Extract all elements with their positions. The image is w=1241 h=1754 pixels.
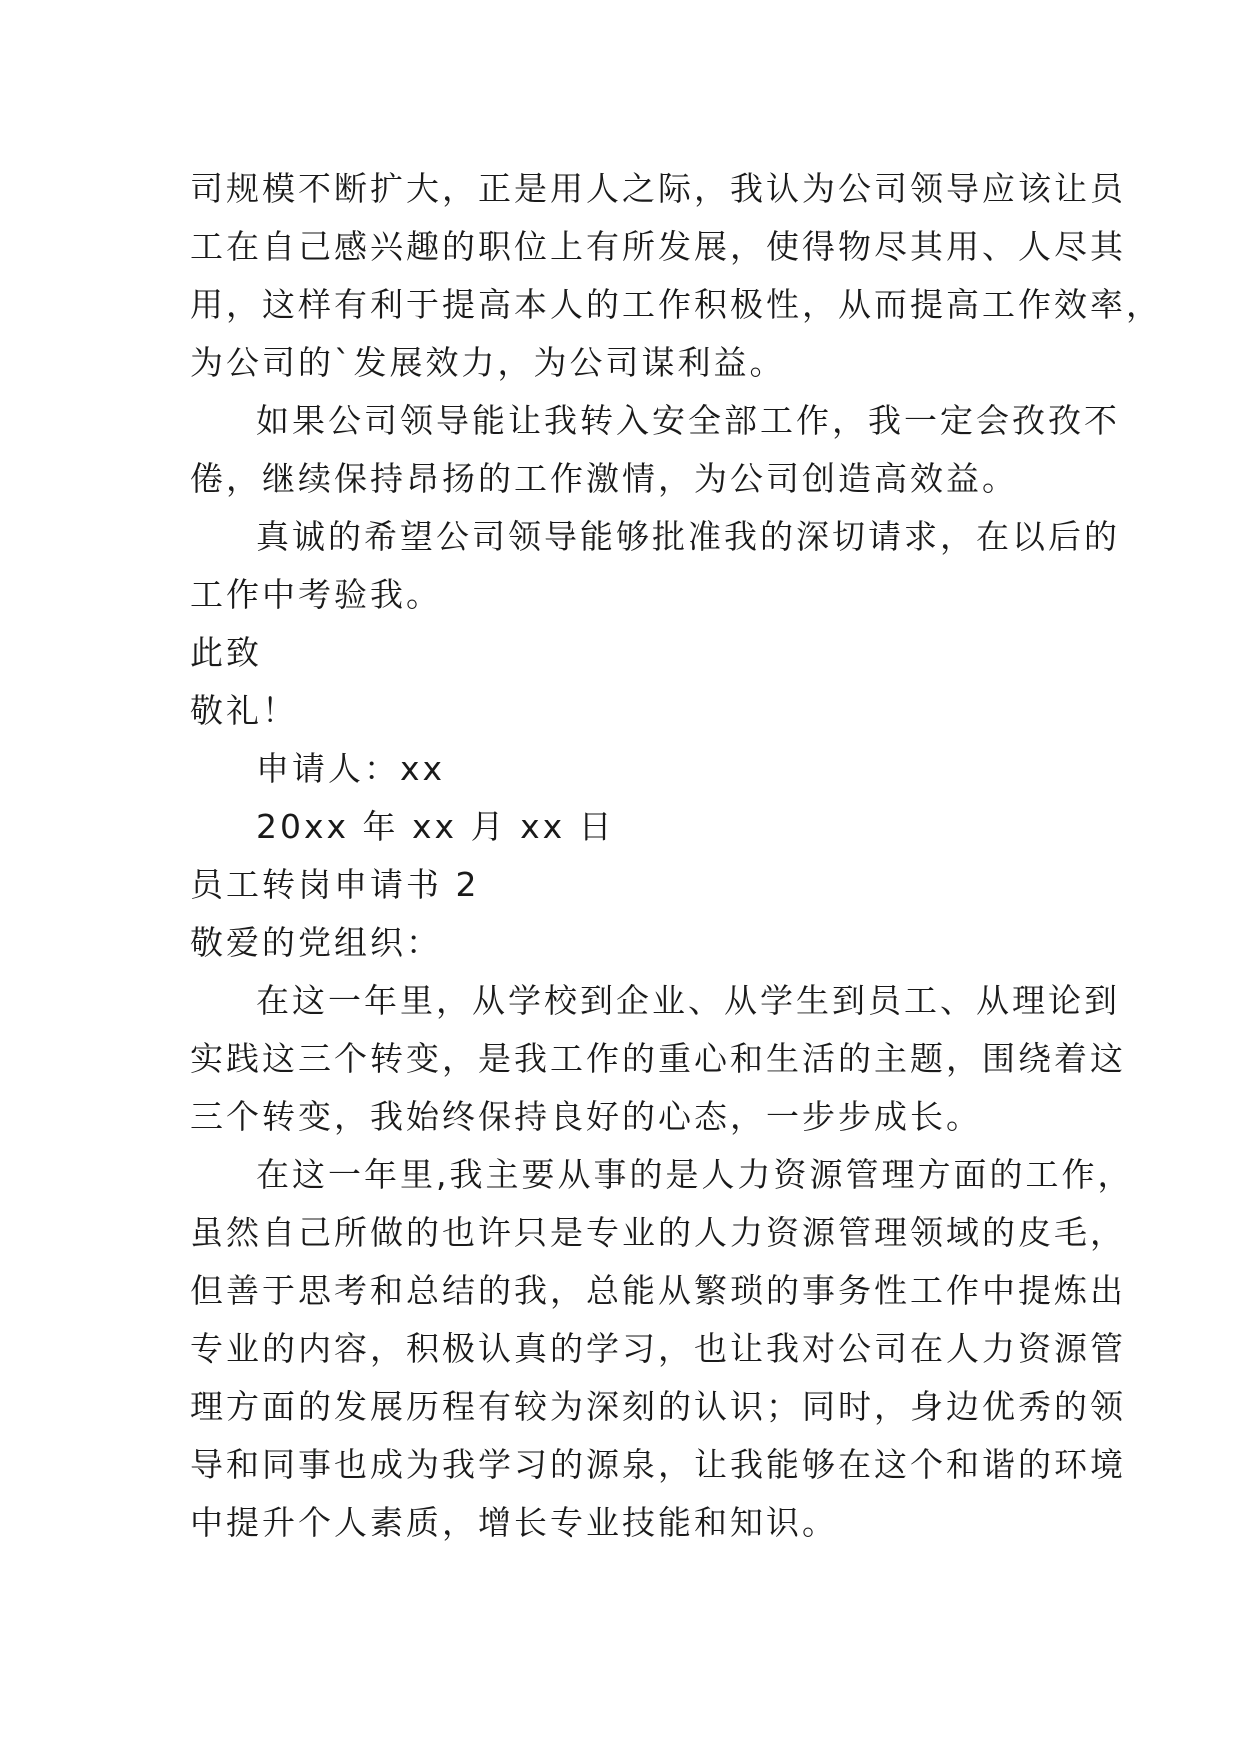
- text-line: 但善于思考和总结的我，总能从繁琐的事务性工作中提炼出: [190, 1271, 1126, 1310]
- text-line: 如果公司领导能让我转入安全部工作，我一定会孜孜不: [256, 401, 1120, 440]
- text-line: 导和同事也成为我学习的源泉，让我能够在这个和谐的环境: [190, 1445, 1126, 1484]
- text-line: 工作中考验我。: [190, 575, 442, 614]
- text-line: 员工转岗申请书 2: [190, 865, 480, 904]
- text-line: 敬爱的党组织：: [190, 923, 442, 962]
- text-line: 此致: [190, 633, 262, 672]
- text-line: 在这一年里，从学校到企业、从学生到员工、从理论到: [256, 981, 1120, 1020]
- text-line: 用，这样有利于提高本人的工作积极性，从而提高工作效率，: [190, 285, 1162, 324]
- text-line: 工在自己感兴趣的职位上有所发展，使得物尽其用、人尽其: [190, 227, 1126, 266]
- text-line: 倦，继续保持昂扬的工作激情，为公司创造高效益。: [190, 459, 1018, 498]
- text-line: 中提升个人素质，增长专业技能和知识。: [190, 1503, 838, 1542]
- text-line: 20xx 年 xx 月 xx 日: [256, 807, 615, 846]
- document-body: [190, 160, 1162, 1552]
- text-line: 在这一年里,我主要从事的是人力资源管理方面的工作，: [256, 1155, 1134, 1194]
- text-line: 申请人：xx: [256, 749, 446, 788]
- text-line: 虽然自己所做的也许只是专业的人力资源管理领域的皮毛，: [190, 1213, 1126, 1252]
- text-line: 为公司的`发展效力，为公司谋利益。: [190, 343, 786, 382]
- text-line: 实践这三个转变，是我工作的重心和生活的主题，围绕着这: [190, 1039, 1126, 1078]
- text-line: 理方面的发展历程有较为深刻的认识；同时，身边优秀的领: [190, 1387, 1126, 1426]
- text-line: 敬礼！: [190, 691, 298, 730]
- text-line: 三个转变，我始终保持良好的心态，一步步成长。: [190, 1097, 982, 1136]
- text-line: 真诚的希望公司领导能够批准我的深切请求，在以后的: [256, 517, 1120, 556]
- text-line: 司规模不断扩大，正是用人之际，我认为公司领导应该让员: [190, 169, 1126, 208]
- text-line: 专业的内容，积极认真的学习，也让我对公司在人力资源管: [190, 1329, 1126, 1368]
